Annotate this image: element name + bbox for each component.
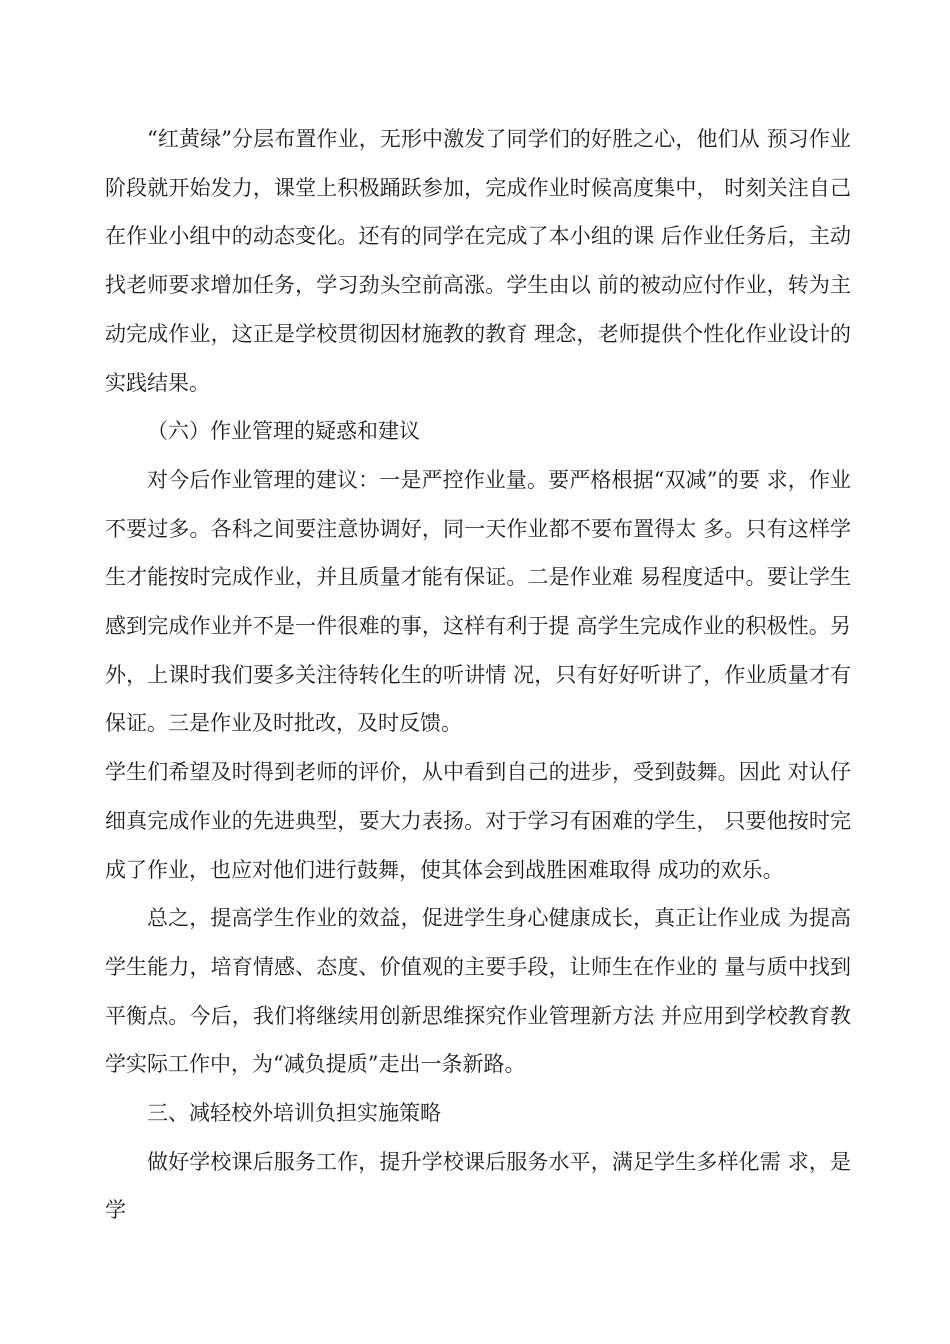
paragraph-after-school-service: 做好学校课后服务工作，提升学校课后服务水平，满足学生多样化需 求，是学	[105, 1149, 851, 1223]
section-heading-reduce-training: 三、减轻校外培训负担实施策略	[147, 1101, 441, 1126]
paragraph-summary: 总之，提高学生作业的效益，促进学生身心健康成长，真正让作业成 为提高学生能力，培育情感、态度、价值观的主要手段，让师生在作业的 量与质中找到平衡点。今后，我们将继续用创新思维探究作业管理新方法 并应用到学校教育教学实际工作中，为“减负提质”走出一条新路。	[105, 906, 851, 1077]
paragraph-layered-homework: “红黄绿”分层布置作业，无形中激发了同学们的好胜之心，他们从 预习作业阶段就开始发力，课堂上积极踊跃参加，完成作业时候高度集中， 时刻关注自己在作业小组中的动态变化。还有的同学在完成了本小组的课 后作业任务后，主动找老师要求增加任务，学习劲头空前高涨。学生由以 前的被动应付作业，转为主动完成作业，这正是学校贯彻因材施教的教育 理念，老师提供个性化作业设计的实践结果。	[105, 127, 851, 395]
document-body	[105, 115, 851, 1235]
paragraph-suggestions: 对今后作业管理的建议：一是严控作业量。要严格根据“双减”的要 求，作业不要过多。各科之间要注意协调好，同一天作业都不要布置得太 多。只有这样学生才能按时完成作业，并且质量才能有保证。二是作业难 易程度适中。要让学生感到完成作业并不是一件很难的事，这样有利于提 高学生完成作业的积极性。另外，上课时我们要多关注待转化生的听讲情 况，只有好好听讲了，作业质量才有保证。三是作业及时批改，及时反馈。	[105, 467, 851, 736]
paragraph-evaluation: 学生们希望及时得到老师的评价，从中看到自己的进步，受到鼓舞。因此 对认仔细真完成作业的先进典型，要大力表扬。对于学习有困难的学生， 只要他按时完成了作业，也应对他们进行鼓舞，使其体会到战胜困难取得 成功的欢乐。	[105, 760, 851, 882]
section-heading-homework-management: （六）作业管理的疑惑和建议	[147, 419, 420, 444]
